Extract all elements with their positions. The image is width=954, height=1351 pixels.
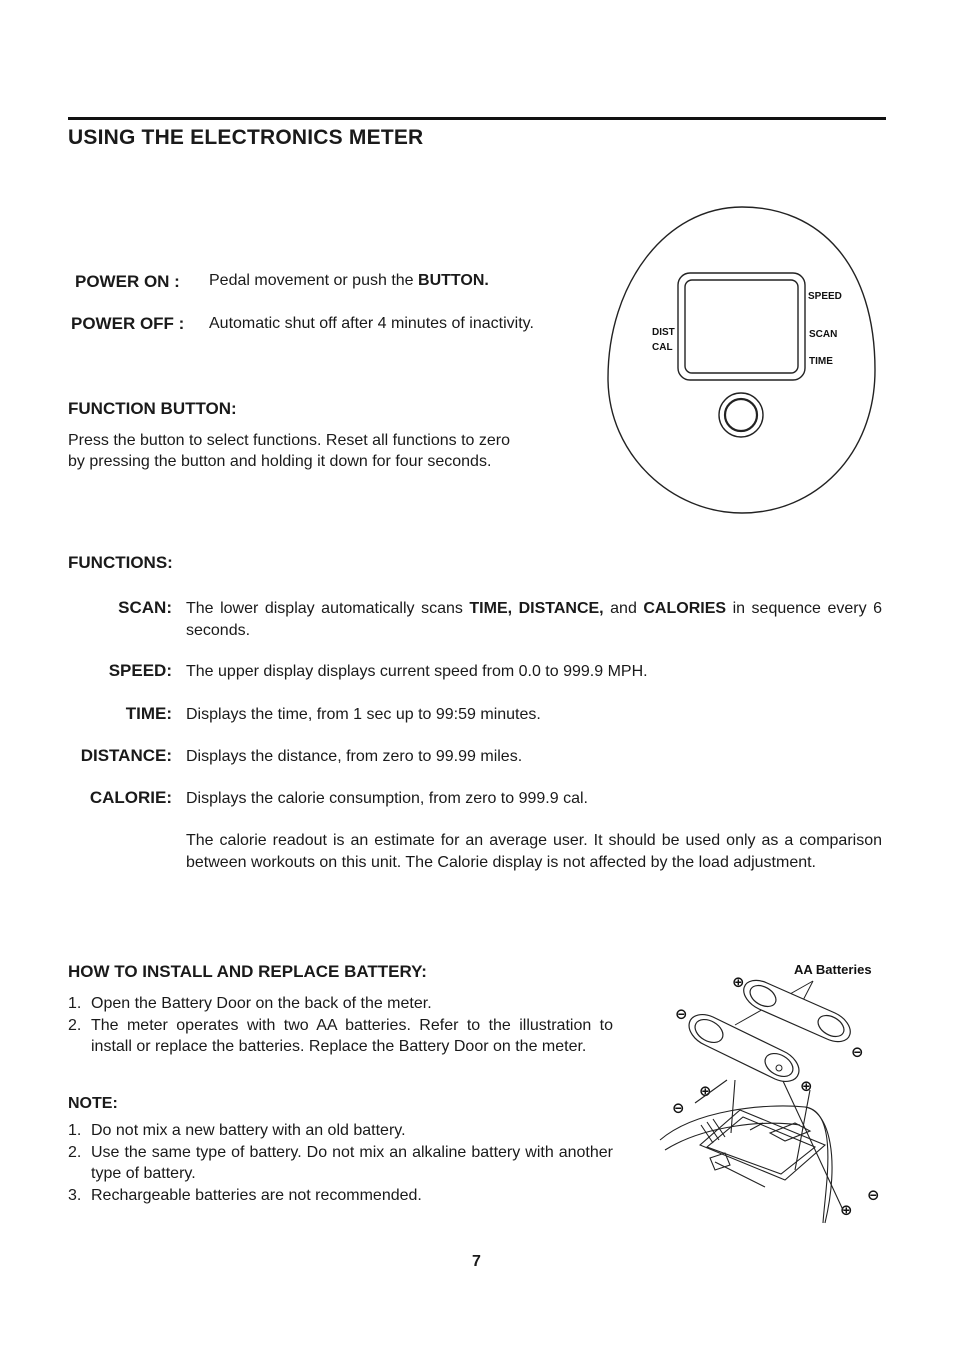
aa-batteries-label: AA Batteries bbox=[794, 962, 872, 977]
power-on-text bbox=[209, 270, 489, 292]
note-heading: NOTE: bbox=[68, 1095, 118, 1112]
calorie-note: The calorie readout is an estimate for an average user. It should be used only as a comparison between workouts on this unit. The Calorie display is not affected by the load adjustment. bbox=[186, 832, 882, 871]
distance-text: Displays the distance, from zero to 99.99 miles. bbox=[186, 748, 523, 765]
list-number: 1. bbox=[68, 995, 82, 1012]
plus-icon: ⊕ bbox=[732, 974, 745, 991]
page-number: 7 bbox=[472, 1253, 481, 1270]
list-item bbox=[68, 1120, 613, 1142]
battery-steps bbox=[68, 993, 613, 1058]
minus-icon: ⊖ bbox=[867, 1187, 880, 1204]
list-number: 2. bbox=[68, 1143, 82, 1161]
list-number: 2. bbox=[68, 1016, 82, 1034]
list-text: Rechargeable batteries are not recommended. bbox=[91, 1186, 422, 1204]
list-text: Do not mix a new battery with an old battery. bbox=[91, 1122, 406, 1139]
header-rule bbox=[68, 117, 886, 120]
list-item bbox=[68, 1185, 613, 1207]
page-title: USING THE ELECTRONICS METER bbox=[68, 126, 424, 149]
battery-compartment bbox=[660, 1080, 843, 1223]
plus-icon: ⊕ bbox=[840, 1202, 853, 1219]
power-on-label: POWER ON : bbox=[75, 272, 180, 291]
scan-text-3: in sequence every 6 seconds. bbox=[186, 600, 882, 639]
speed-label: SPEED: bbox=[108, 661, 172, 680]
minus-icon: ⊖ bbox=[675, 1006, 688, 1023]
power-on-text-bold: BUTTON. bbox=[418, 272, 489, 289]
list-item bbox=[68, 993, 613, 1015]
meter-label-scan: SCAN bbox=[809, 329, 838, 340]
time-label: TIME: bbox=[125, 704, 172, 723]
meter-diagram bbox=[600, 200, 885, 520]
battery-heading: HOW TO INSTALL AND REPLACE BATTERY: bbox=[68, 962, 427, 981]
plus-icon: ⊕ bbox=[699, 1083, 712, 1100]
speed-text: The upper display displays current speed from 0.0 to 999.9 MPH. bbox=[186, 663, 648, 680]
time-text: Displays the time, from 1 sec up to 99:59 minutes. bbox=[186, 706, 541, 723]
scan-text-bold-2: CALORIES bbox=[643, 600, 727, 617]
function-button-inner bbox=[725, 399, 757, 431]
scan-text-2: and bbox=[603, 600, 644, 617]
power-off-text: Automatic shut off after 4 minutes of inactivity. bbox=[209, 315, 534, 332]
meter-label-cal: CAL bbox=[652, 342, 673, 353]
scan-text bbox=[186, 598, 882, 641]
list-item bbox=[68, 1142, 613, 1185]
minus-icon: ⊖ bbox=[851, 1044, 864, 1061]
scan-text-1: The lower display automatically scans bbox=[186, 600, 470, 617]
list-item bbox=[68, 1015, 613, 1058]
scan-text-bold-1: TIME, DISTANCE, bbox=[469, 600, 604, 617]
list-text: Open the Battery Door on the back of the meter. bbox=[91, 995, 432, 1012]
function-button-line-2: by pressing the button and holding it down for four seconds. bbox=[68, 453, 492, 470]
battery-diagram bbox=[655, 955, 885, 1225]
function-button-heading: FUNCTION BUTTON: bbox=[68, 399, 237, 418]
calorie-text: Displays the calorie consumption, from zero to 999.9 cal. bbox=[186, 790, 588, 807]
display-screen bbox=[685, 280, 798, 373]
list-number: 1. bbox=[68, 1122, 82, 1139]
meter-label-speed: SPEED bbox=[808, 291, 842, 302]
scan-label: SCAN: bbox=[118, 598, 172, 617]
list-text: Use the same type of battery. Do not mix an alkaline battery with another type of battery. bbox=[91, 1143, 613, 1182]
list-number: 3. bbox=[68, 1186, 82, 1204]
meter-label-dist: DIST bbox=[652, 327, 675, 338]
minus-icon: ⊖ bbox=[672, 1100, 685, 1117]
function-button-line-1: Press the button to select functions. Reset all functions to zero bbox=[68, 432, 511, 449]
distance-label: DISTANCE: bbox=[80, 746, 172, 765]
meter-label-time: TIME bbox=[809, 356, 833, 367]
power-on-text-main: Pedal movement or push the bbox=[209, 272, 419, 289]
plus-icon: ⊕ bbox=[800, 1078, 813, 1095]
meter-outline bbox=[608, 207, 875, 513]
battery-notes bbox=[68, 1120, 613, 1206]
battery-2 bbox=[689, 1015, 799, 1082]
calorie-label: CALORIE: bbox=[89, 788, 172, 807]
functions-heading: FUNCTIONS: bbox=[68, 553, 173, 572]
list-text: The meter operates with two AA batteries. Refer to the illustration to install or replace the batteries. Replace the Battery Door on the meter. bbox=[91, 1016, 613, 1055]
display-bezel bbox=[678, 273, 805, 380]
power-off-label: POWER OFF : bbox=[71, 314, 185, 333]
